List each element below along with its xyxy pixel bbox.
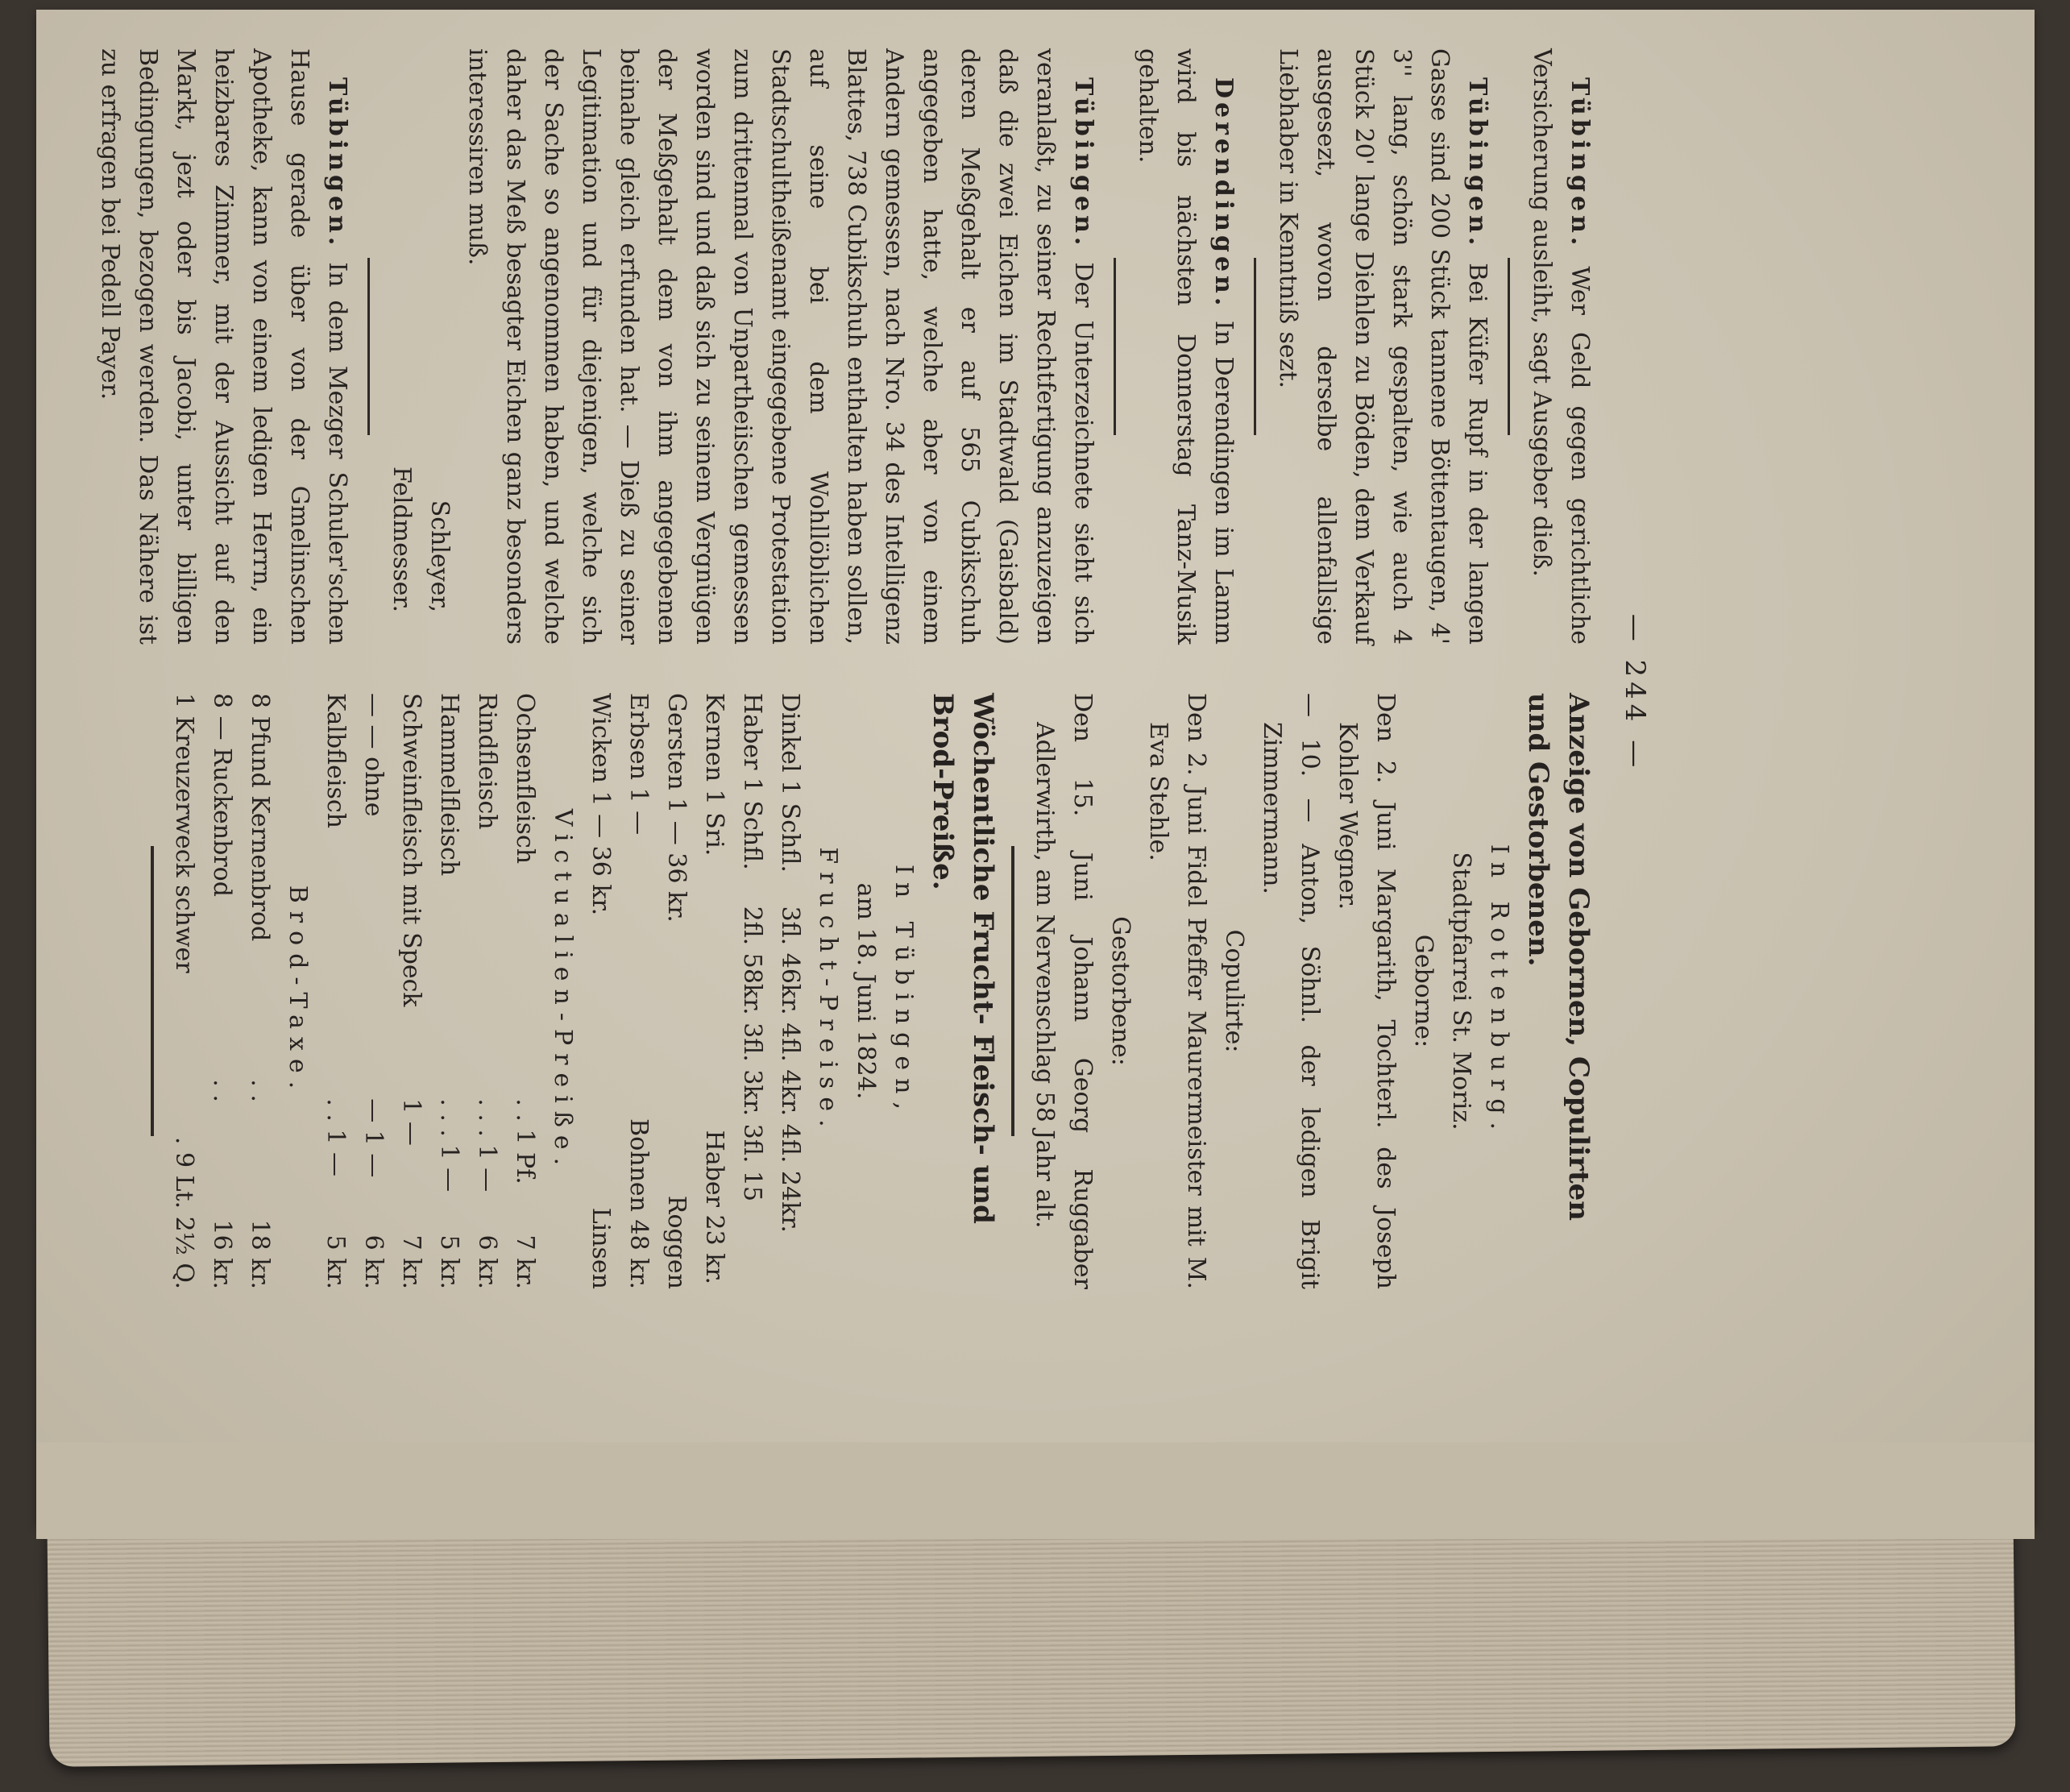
birth-entry: Den 2. Juni Margarith, Tochterl. des Joseph Kohler Wegner.: [1334, 693, 1400, 1289]
item-price: 5 kr.: [321, 1234, 350, 1289]
item-name: 1 Kreuzerweck schwer: [170, 693, 198, 973]
registry-parish: Stadtpfarrei St. Moriz.: [1447, 852, 1475, 1130]
signature-title: Feldmesser.: [388, 466, 416, 612]
item-price: 7 kr.: [511, 1234, 539, 1289]
item-qty: . . . 1 —: [435, 1098, 463, 1193]
place-name: Tübingen.: [323, 77, 351, 250]
place-name: Tübingen.: [1566, 77, 1594, 250]
notice-dance: [1129, 48, 1242, 645]
grain-entry: Gersten 1 — 36 kr.: [662, 693, 691, 923]
item-name: Kalbfleisch: [321, 693, 350, 828]
grain-entry: Bohnen 48 kr.: [624, 1118, 653, 1289]
sri-price-table: [582, 693, 695, 1289]
notice-oaks: [458, 48, 1102, 645]
fruit-prices-heading: Frucht-Preise.: [814, 847, 842, 1135]
item-qty: . . 1 —: [321, 1098, 350, 1177]
item-name: 8 — Ruckenbrod: [208, 693, 236, 897]
grain-entry: Erbsen 1 —: [624, 693, 653, 836]
notice-text: Wer Geld gegen gerichtliche Versicherung ausleiht, sagt Ausgeber dieß.: [1528, 48, 1594, 645]
page-text: [0, 48, 1653, 1338]
item-price: 7 kr.: [397, 1234, 425, 1289]
page-number: — 244 —: [1619, 613, 1651, 773]
table-row: [468, 693, 506, 1289]
separator-rule: [1508, 258, 1510, 435]
table-row: [203, 693, 241, 1289]
notice-text: Bei Küfer Rupf in der langen Gasse sind 200 Stück tannene Böttentaugen, 4' 3'' lang, schön stark gespalten, wie auch 4 Stück 20' lange Diehlen zu Böden, dem Verkauf ausgesezt, wovon derselbe allenfallsige Liebhaber in Kenntniß sezt.: [1274, 48, 1491, 645]
bread-price-table: [165, 693, 279, 1289]
table-row: [658, 693, 695, 1289]
bread-heading: Brod-Taxe.: [284, 885, 312, 1097]
table-row: [355, 693, 392, 1289]
item-qty: — 1 —: [359, 1098, 388, 1178]
grain-entry: Linsen: [587, 1207, 615, 1289]
registry-town: In Rottenburg.: [1485, 844, 1513, 1139]
item-name: — — ohne: [359, 693, 388, 817]
page-bottom-margin: [36, 1442, 2035, 1539]
place-name: Tübingen.: [1463, 77, 1491, 250]
item-price: 6 kr.: [473, 1234, 501, 1289]
item-name: Hammelfleisch: [435, 693, 463, 877]
grain-entry: Roggen: [662, 1195, 691, 1289]
right-column: [143, 693, 1599, 1289]
item-name: 8 Pfund Kernenbrod: [246, 693, 274, 942]
prices-town: In Tübingen,: [890, 865, 918, 1118]
victual-price-table: [317, 693, 544, 1289]
item-qty: . .: [246, 1079, 274, 1102]
table-row: [506, 693, 544, 1289]
left-column: [91, 48, 1599, 645]
item-name: Ochsenfleisch: [511, 693, 539, 865]
notice-cooper: [1269, 48, 1496, 645]
separator-rule: [367, 258, 370, 435]
table-row: [317, 693, 355, 1289]
item-qty: . . 1 Pf.: [511, 1098, 539, 1184]
deaths-label: Gestorbene:: [1106, 916, 1135, 1066]
grain-name: Dinkel 1 Schfl.: [776, 693, 804, 873]
table-row: [392, 693, 430, 1289]
registry-heading: Anzeige von Gebornen, Copulirten und Gestorbenen.: [1522, 693, 1595, 1221]
item-qty: . .: [208, 1079, 236, 1102]
separator-rule: [151, 846, 154, 1136]
grain-entry: Wicken 1 — 36 kr.: [587, 693, 615, 916]
prices-heading: Wöchentliche Frucht- Fleisch- und Brod-Preiße.: [927, 693, 999, 1224]
item-name: Rindfleisch: [473, 693, 501, 830]
marriages-label: Copulirte:: [1220, 929, 1248, 1053]
separator-rule: [1114, 258, 1116, 435]
item-name: Schweinfleisch mit Speck: [397, 693, 425, 1007]
table-row: [771, 693, 809, 1289]
item-price: 16 kr.: [208, 1219, 236, 1289]
notice-money: [1523, 48, 1599, 645]
grain-name: Haber 1 Schfl.: [738, 693, 766, 870]
table-row: [582, 693, 620, 1289]
item-qty: . 9 Lt. 2½ Q.: [170, 1136, 198, 1289]
table-row: [695, 693, 733, 1289]
grain-prices: Haber 23 kr.: [700, 1130, 728, 1284]
births-label: Geborne:: [1409, 934, 1437, 1048]
place-name: Tübingen.: [1069, 77, 1097, 250]
signature-name: Schleyer,: [425, 500, 454, 612]
item-price: 6 kr.: [359, 1234, 388, 1289]
item-qty: . . . 1 —: [473, 1098, 501, 1193]
table-row: [733, 693, 771, 1289]
table-row: [165, 693, 203, 1289]
prices-date: am 18. Juni 1824.: [852, 882, 880, 1100]
item-price: 5 kr.: [435, 1234, 463, 1289]
page-stack-edge: [47, 1504, 2015, 1767]
table-row: [430, 693, 468, 1289]
notice-text: Der Unterzeichnete sieht sich veranlaßt, zu seiner Rechtfertigung anzuzeigen daß die zwei Eichen im Stadtwald (Gaisbald) deren Meßgehalt er auf 565 Cubikschuh angegeben hatte, welche aber von einem Andern gemessen, nach Nro. 34 des Intelligenz Blattes, 738 Cubikschuh enthalten haben sollen, auf seine bei dem Wohllöblichen Stadtschultheißenamt eingegebene Protestation zum drittenmal von Unpartheiischen gemessen worden sind und daß sich zu seinem Vergnügen der Meßgehalt dem von ihm angegebenen beinahe gleich erfunden hat. — Dieß zu seiner Legitimation und für diejenigen, welche sich der Sache so angenommen haben, und welche daher das Meß besagter Eichen ganz besonders interessiren muß.: [463, 48, 1097, 645]
table-row: [620, 693, 658, 1289]
notice-text: In dem Mezger Schuler'schen Hause gerade über von der Gmelinschen Apotheke, kann von einem ledigen Herrn, ein heizbares Zimmer, mit der Aussicht auf den Markt, jezt oder bis Jacobi, unter billigen Bedingungen, bezogen werden. Das Nähere ist zu erfragen bei Pedell Payer.: [96, 48, 351, 645]
item-qty: 1 —: [397, 1098, 425, 1146]
fruit-price-table: [695, 693, 809, 1289]
grain-name: Kernen 1 Sri.: [700, 693, 728, 857]
place-name: Derendingen.: [1209, 77, 1238, 310]
item-price: 18 kr.: [246, 1219, 274, 1289]
death-entry: Den 15. Juni Johann Georg Ruggaber Adlerwirth, am Nervenschlag 58 Jahr alt.: [1031, 693, 1097, 1289]
birth-entry: — 10. — Anton, Söhnl. der ledigen Brigit Zimmermann.: [1258, 693, 1324, 1289]
notice-text: In Derendingen im Lamm wird bis nächsten Donnerstag Tanz-Musik gehalten.: [1134, 48, 1238, 645]
separator-rule: [1011, 846, 1014, 1136]
table-row: [241, 693, 279, 1289]
grain-prices: 3fl. 46kr. 4fl. 4kr. 4fl. 24kr.: [776, 906, 804, 1233]
grain-prices: 2fl. 58kr. 3fl. 3kr. 3fl. 15: [738, 906, 766, 1202]
marriage-entry: Den 2. Juni Fidel Pfeffer Maurermeister mit M. Eva Stehle.: [1144, 693, 1210, 1289]
notice-room: [91, 48, 356, 645]
victual-heading: Victualien-Preiße.: [549, 808, 577, 1174]
separator-rule: [1254, 258, 1256, 435]
